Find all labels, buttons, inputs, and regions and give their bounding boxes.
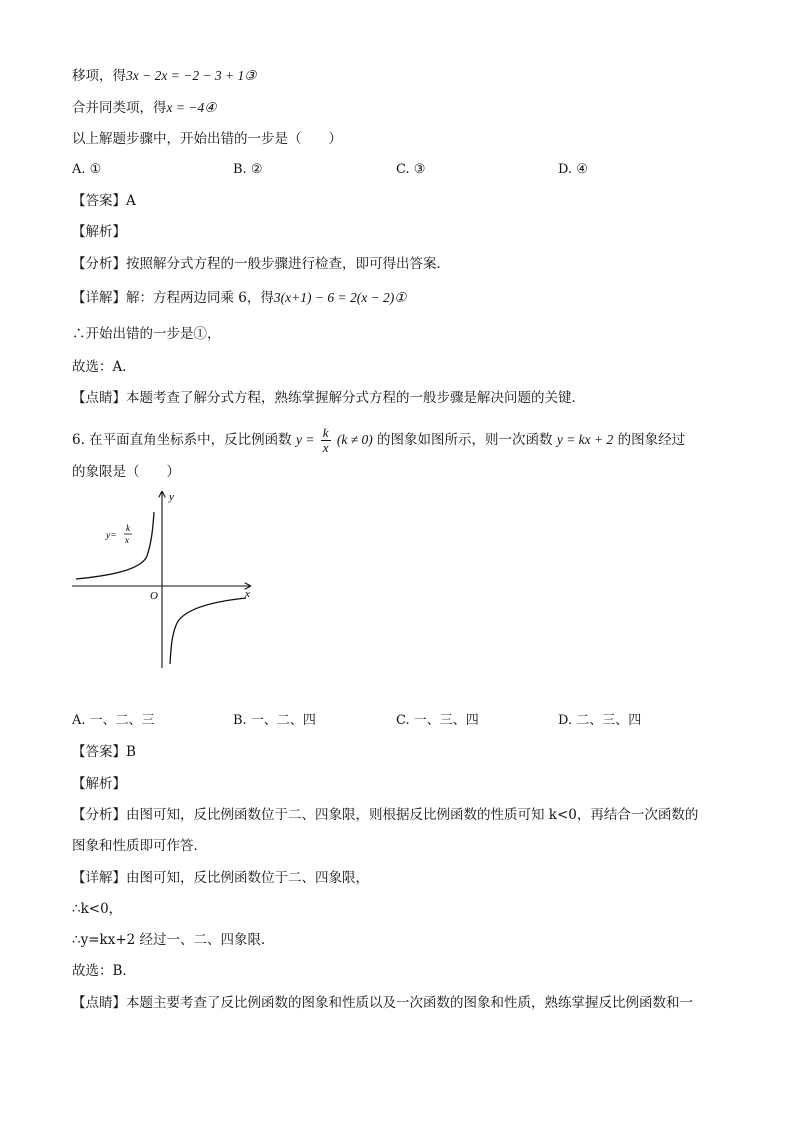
q6-option-b: [233, 711, 316, 731]
answer-tag: 【答案】: [72, 193, 126, 209]
q5-step4: [72, 98, 216, 118]
q6-fenxi-line2: 图象和性质即可作答．: [72, 838, 207, 854]
q5-dianjing: [72, 388, 585, 408]
dianjing-tag: 【点睛】: [72, 390, 126, 406]
q6-condition: (k ≠ 0): [336, 432, 373, 447]
q6-analysis-tag: 【解析】: [72, 776, 126, 792]
xiangjie-math: 3(x+1) − 6 = 2(x − 2)①: [273, 290, 407, 305]
fenxi-text: 按照解分式方程的一般步骤进行检查，即可得出答案．: [126, 256, 450, 272]
option-text: 一、二、三: [89, 713, 155, 728]
option-label: A.: [72, 713, 86, 728]
q5-question: 以上解题步骤中，开始出错的一步是（ ）: [72, 131, 342, 147]
q6-stem: [72, 424, 685, 456]
fenxi-tag: 【分析】: [72, 807, 126, 823]
option-text: 一、二、四: [250, 713, 316, 728]
frac-num: k: [322, 425, 329, 440]
fenxi-text: 由图可知，反比例函数位于二、四象限，则根据反比例函数的性质可知 k<0，再结合一次函数的: [126, 807, 699, 823]
q6-step-line: ∴y=kx+2 经过一、二、四象限．: [72, 932, 275, 948]
answer-tag: 【答案】: [72, 744, 126, 760]
option-label: C.: [396, 713, 410, 728]
q5-option-c: [396, 160, 425, 180]
q6-step-k: ∴k<0，: [72, 901, 123, 917]
answer-value: B: [126, 744, 136, 760]
dianjing-text: 本题考查了解分式方程，熟练掌握解分式方程的一般步骤是解决问题的关键．: [126, 390, 585, 406]
option-label: D.: [558, 162, 573, 177]
q6-option-c: [396, 711, 479, 731]
hyperbola-graph: [68, 486, 258, 672]
q5-step4-prefix: 合并同类项，得: [72, 100, 167, 116]
q6-fraction: [321, 426, 331, 455]
q6-answer: [72, 742, 136, 762]
q5-analysis-tag: 【解析】: [72, 224, 126, 240]
q5-option-a: [72, 160, 101, 180]
curve-label-den: x: [125, 535, 129, 545]
xiangjie-tag: 【详解】: [72, 870, 126, 886]
origin-label: O: [150, 590, 158, 602]
q5-choose: 故选：A．: [72, 359, 136, 375]
x-axis-label: x: [245, 588, 250, 600]
answer-value: A: [126, 193, 136, 209]
q6-stem-b: 的图象如图所示，则一次函数: [377, 432, 553, 448]
q6-choose: 故选：B．: [72, 963, 136, 979]
curve-label-num: k: [126, 523, 130, 533]
option-text: ③: [413, 162, 426, 177]
option-label: B.: [233, 713, 247, 728]
fenxi-tag: 【分析】: [72, 256, 126, 272]
q6-xiangjie: [72, 868, 369, 888]
branch-quadrant-2: [76, 512, 154, 579]
q5-xiangjie: [72, 288, 406, 308]
q5-answer: [72, 191, 136, 211]
xiangjie-text: 由图可知，反比例函数位于二、四象限，: [126, 870, 369, 886]
option-text: 一、三、四: [413, 713, 479, 728]
option-text: 二、三、四: [576, 713, 642, 728]
option-label: C.: [396, 162, 410, 177]
q6-dianjing: [72, 993, 693, 1013]
q5-option-b: [233, 160, 262, 180]
q6-fenxi: [72, 805, 698, 825]
q5-step3: [72, 66, 256, 86]
option-label: D.: [558, 713, 573, 728]
q6-option-d: [558, 711, 641, 731]
q6-option-a: [72, 711, 155, 731]
branch-quadrant-4: [170, 598, 246, 664]
xiangjie-tag: 【详解】: [72, 290, 126, 306]
q6-func-y: y =: [295, 432, 315, 447]
dianjing-tag: 【点睛】: [72, 995, 126, 1011]
q6-linear: y = kx + 2: [556, 432, 614, 447]
q5-fenxi: [72, 254, 450, 274]
frac-den: x: [322, 440, 329, 455]
q6-stem-a: 6. 在平面直角坐标系中，反比例函数: [72, 432, 292, 448]
y-axis-label: y: [169, 491, 174, 503]
option-text: ①: [89, 162, 102, 177]
q5-step3-math: 3x − 2x = −2 − 3 + 1③: [126, 68, 257, 83]
option-text: ④: [576, 162, 588, 177]
q5-step3-prefix: 移项，得: [72, 68, 126, 84]
q6-stem-c: 的图象经过: [617, 432, 686, 448]
q5-step4-math: x = −4④: [166, 100, 217, 115]
dianjing-text: 本题主要考查了反比例函数的图象和性质以及一次函数的图象和性质，熟练掌握反比例函数和一: [126, 995, 693, 1011]
q5-option-d: [558, 160, 588, 180]
q6-stem-line2: 的象限是（ ）: [72, 464, 180, 480]
option-label: A.: [72, 162, 86, 177]
q5-conclusion: ∴开始出错的一步是①，: [72, 326, 221, 342]
curve-label-y: y=: [106, 531, 117, 541]
option-text: ②: [250, 162, 263, 177]
option-label: B.: [233, 162, 247, 177]
xiangjie-prefix: 解：方程两边同乘 6，得: [126, 290, 274, 306]
